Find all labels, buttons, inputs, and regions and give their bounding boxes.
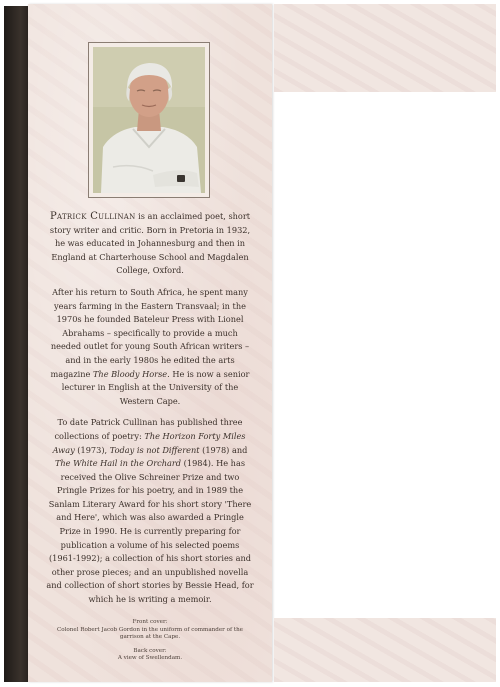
front-cover-text: Colonel Robert Jacob Gordon in the uniform of commander of the garrison at the Cape. [56,626,243,641]
book-spine [4,6,28,682]
cover-credits [46,619,254,669]
author-photo [93,47,205,193]
bio-paragraph-3-text-c: (1978) and [199,444,248,455]
bio-paragraph-3 [46,416,254,606]
author-biography [46,210,254,615]
author-name: Patrick Cullinan [49,211,136,222]
bio-paragraph-2-text-b: . He is now a senior lecturer in English at the University of the Western Cape. [61,368,250,406]
bio-paragraph-1 [46,210,254,278]
front-cover-label: Front cover: [132,619,168,625]
author-portrait-image [93,47,205,193]
book-title-3: The White Hail in the Orchard [54,458,182,469]
magazine-title: The Bloody Horse [92,368,168,379]
bio-paragraph-1-text: is an acclaimed poet, short story writer and critic. Born in Pretoria in 1932, he was educated in Johannesburg and then in England at Charterhouse School and Magdalen College, Oxford. [49,211,251,276]
back-cover-label: Back cover: [133,647,167,654]
back-cover-text: A view of Swellendam. [117,655,183,662]
bio-paragraph-2-text-a: After his return to South Africa, he spent many years farming in the Eastern Transvaal; in the 1970s he founded Bateleur Press with Lionel Abrahams – specifically to provide a much needed outlet for young South African writers – and in the early 1980s he edited the arts magazine [50,286,250,379]
back-cover-strip-bottom [274,618,496,682]
bio-paragraph-2 [46,286,254,408]
front-cover-credit [46,619,254,642]
book-title-2: Today is not Different [109,444,200,455]
book-title-1: The Horizon Forty Miles Away [52,430,246,455]
back-cover-credit [46,648,254,663]
bio-paragraph-3-text-b: (1973), [74,444,110,455]
back-cover-strip-top [274,4,496,92]
bio-paragraph-3-text-d: (1984). He has received the Olive Schreiner Prize and two Pringle Prizes for his poetry, and in 1989 the Sanlam Literary Award for his short story 'There and Here', which was also awarded a Pringle Prize in 1990. He is currently preparing for publication a volume of his selected poems (1961-1992); a collection of his short stories and other prose pieces; and an unpublished novella and collection of short stories by Bessie Head, for which he is writing a memoir. [46,458,254,605]
bio-paragraph-3-text-a: To date Patrick Cullinan has published three collections of poetry: [54,417,243,441]
author-photo-frame [88,42,210,198]
